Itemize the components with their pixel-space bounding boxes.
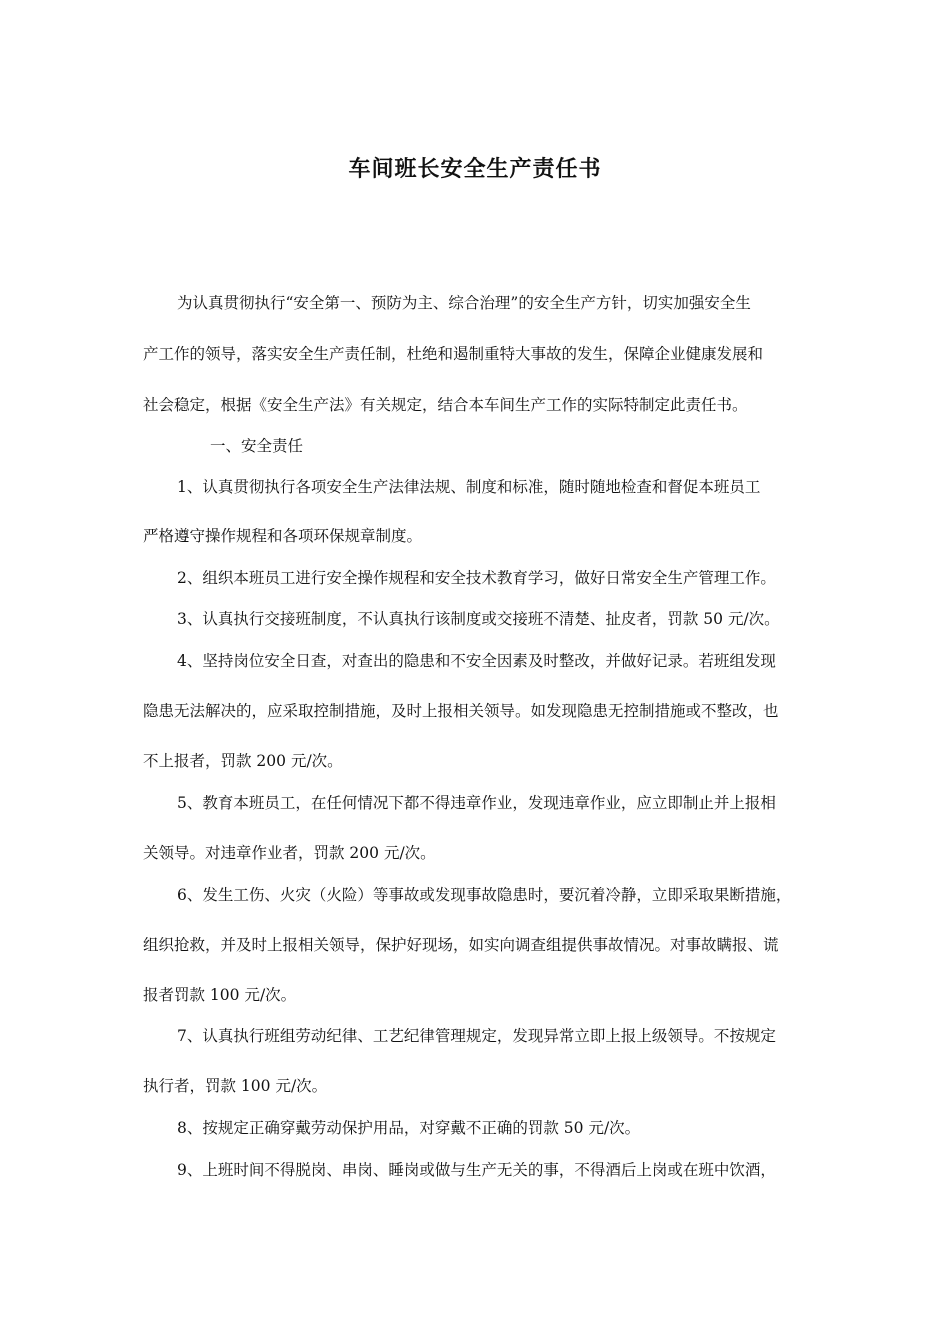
item-2-line-1: 2、组织本班员工进行安全操作规程和安全技术教育学习，做好日常安全生产管理工作。 [177, 569, 776, 587]
item-8-line-1: 8、按规定正确穿戴劳动保护用品，对穿戴不正确的罚款 50 元/次。 [177, 1119, 641, 1137]
item-5-line-1: 5、教育本班员工，在任何情况下都不得违章作业，发现违章作业，应立即制止并上报相 [177, 794, 776, 812]
intro-line-2: 产工作的领导，落实安全生产责任制，杜绝和遏制重特大事故的发生，保障企业健康发展和 [143, 345, 764, 363]
intro-line-1: 为认真贯彻执行“安全第一、预防为主、综合治理”的安全生产方针，切实加强安全生 [177, 294, 751, 312]
document-title: 车间班长安全生产责任书 [348, 157, 602, 182]
item-5-line-2: 关领导。对违章作业者，罚款 200 元/次。 [143, 844, 436, 862]
section-heading: 一、安全责任 [210, 437, 304, 455]
item-6-line-1: 6、发生工伤、火灾（火险）等事故或发现事故隐患时，要沉着冷静，立即采取果断措施， [177, 886, 792, 904]
item-7-line-1: 7、认真执行班组劳动纪律、工艺纪律管理规定，发现异常立即上报上级领导。不按规定 [177, 1027, 776, 1045]
item-6-line-3: 报者罚款 100 元/次。 [143, 986, 297, 1004]
item-4-line-3: 不上报者，罚款 200 元/次。 [143, 752, 343, 770]
item-4-line-2: 隐患无法解决的，应采取控制措施，及时上报相关领导。如发现隐患无控制措施或不整改，也 [143, 702, 779, 720]
item-9-line-1: 9、上班时间不得脱岗、串岗、睡岗或做与生产无关的事，不得酒后上岗或在班中饮酒， [177, 1161, 776, 1179]
item-1-line-1: 1、认真贯彻执行各项安全生产法律法规、制度和标准，随时随地检查和督促本班员工 [177, 478, 761, 496]
intro-line-3: 社会稳定，根据《安全生产法》有关规定，结合本车间生产工作的实际特制定此责任书。 [143, 396, 748, 414]
item-6-line-2: 组织抢救，并及时上报相关领导，保护好现场，如实向调查组提供事故情况。对事故瞒报、谎 [143, 936, 779, 954]
item-4-line-1: 4、坚持岗位安全日查，对查出的隐患和不安全因素及时整改，并做好记录。若班组发现 [177, 652, 776, 670]
item-3-line-1: 3、认真执行交接班制度，不认真执行该制度或交接班不清楚、扯皮者，罚款 50 元/次。 [177, 610, 780, 628]
item-1-line-2: 严格遵守操作规程和各项环保规章制度。 [143, 527, 423, 545]
item-7-line-2: 执行者，罚款 100 元/次。 [143, 1077, 328, 1095]
